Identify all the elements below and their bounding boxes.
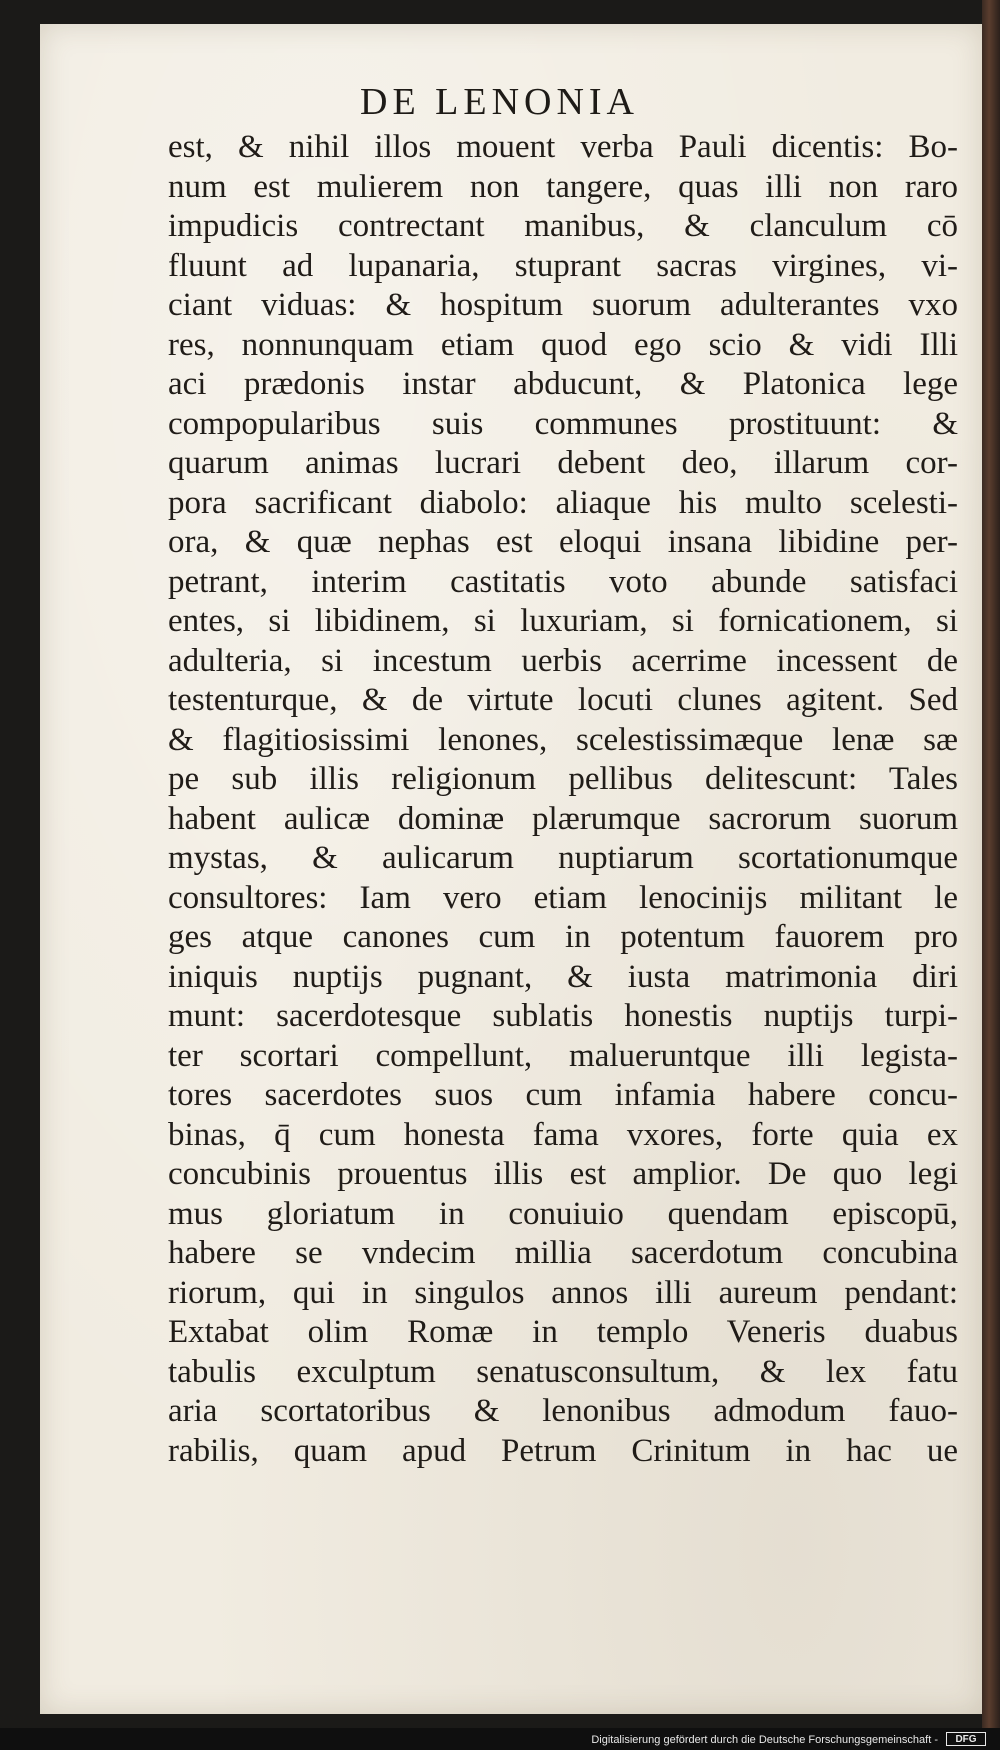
text-line: munt: sacerdotesque sublatis honestis nuptijs turpi- <box>168 998 958 1034</box>
text-line: fluunt ad lupanaria, stuprant sacras virgines, vi- <box>168 247 958 284</box>
text-line: impudicis contrectant manibus, & clanculum cō <box>168 208 958 244</box>
text-line: ciant viduas: & hospitum suorum adulterantes vxo <box>168 287 958 323</box>
text-line: res, nonnunquam etiam quod ego scio & vidi Illi <box>168 326 958 363</box>
text-line: mus gloriatum in conuiuio quendam episcopū, <box>168 1195 958 1232</box>
text-line: testenturque, & de virtute locuti clunes agitent. Sed <box>168 682 958 718</box>
text-line: num est mulierem non tangere, quas illi non raro <box>168 168 958 205</box>
text-line: pora sacrificant diabolo: aliaque his multo scelesti- <box>168 484 958 521</box>
text-line: rabilis, quam apud Petrum Crinitum in hac ue <box>168 1432 958 1469</box>
text-line: Extabat olim Romæ in templo Veneris duabus <box>168 1314 958 1350</box>
text-line: tores sacerdotes suos cum infamia habere concu- <box>168 1077 958 1113</box>
text-line: iniquis nuptijs pugnant, & iusta matrimonia diri <box>168 958 958 995</box>
body-text <box>168 128 958 1471</box>
dfg-logo: DFG <box>946 1732 986 1746</box>
text-line: tabulis exculptum senatusconsultum, & lex fatu <box>168 1353 958 1390</box>
text-line: quarum animas lucrari debent deo, illarum cor- <box>168 445 958 481</box>
text-line: habere se vndecim millia sacerdotum concubina <box>168 1235 958 1271</box>
text-line: ora, & quæ nephas est eloqui insana libidine per- <box>168 524 958 560</box>
text-line: mystas, & aulicarum nuptiarum scortationumque <box>168 840 958 876</box>
text-line: aci prædonis instar abducunt, & Platonica lege <box>168 366 958 402</box>
text-line: compopularibus suis communes prostituunt: & <box>168 405 958 442</box>
text-line: consultores: Iam vero etiam lenocinijs militant le <box>168 879 958 916</box>
page-edge <box>982 0 1000 1750</box>
text-line: binas, q̄ cum honesta fama vxores, forte quia ex <box>168 1116 958 1153</box>
running-head: DE LENONIA <box>360 81 640 123</box>
text-line: habent aulicæ dominæ plærumque sacrorum suorum <box>168 800 958 837</box>
text-line: petrant, interim castitatis voto abunde satisfaci <box>168 563 958 600</box>
text-line: pe sub illis religionum pellibus delitescunt: Tales <box>168 761 958 797</box>
funding-note: Digitalisierung gefördert durch die Deutsche Forschungsgemeinschaft - <box>591 1734 938 1746</box>
text-line: concubinis prouentus illis est amplior. De quo legi <box>168 1156 958 1192</box>
text-line: aria scortatoribus & lenonibus admodum fauo- <box>168 1393 958 1429</box>
text-line: est, & nihil illos mouent verba Pauli dicentis: Bo- <box>168 129 958 165</box>
text-line: entes, si libidinem, si luxuriam, si fornicationem, si <box>168 603 958 639</box>
text-line: ges atque canones cum in potentum fauorem pro <box>168 919 958 955</box>
text-line: adulteria, si incestum uerbis acerrime incessent de <box>168 642 958 679</box>
text-line: riorum, qui in singulos annos illi aureum pendant: <box>168 1274 958 1311</box>
text-line: & flagitiosissimi lenones, scelestissimæque lenæ sæ <box>168 721 958 758</box>
text-line: ter scortari compellunt, malueruntque illi legista- <box>168 1037 958 1074</box>
